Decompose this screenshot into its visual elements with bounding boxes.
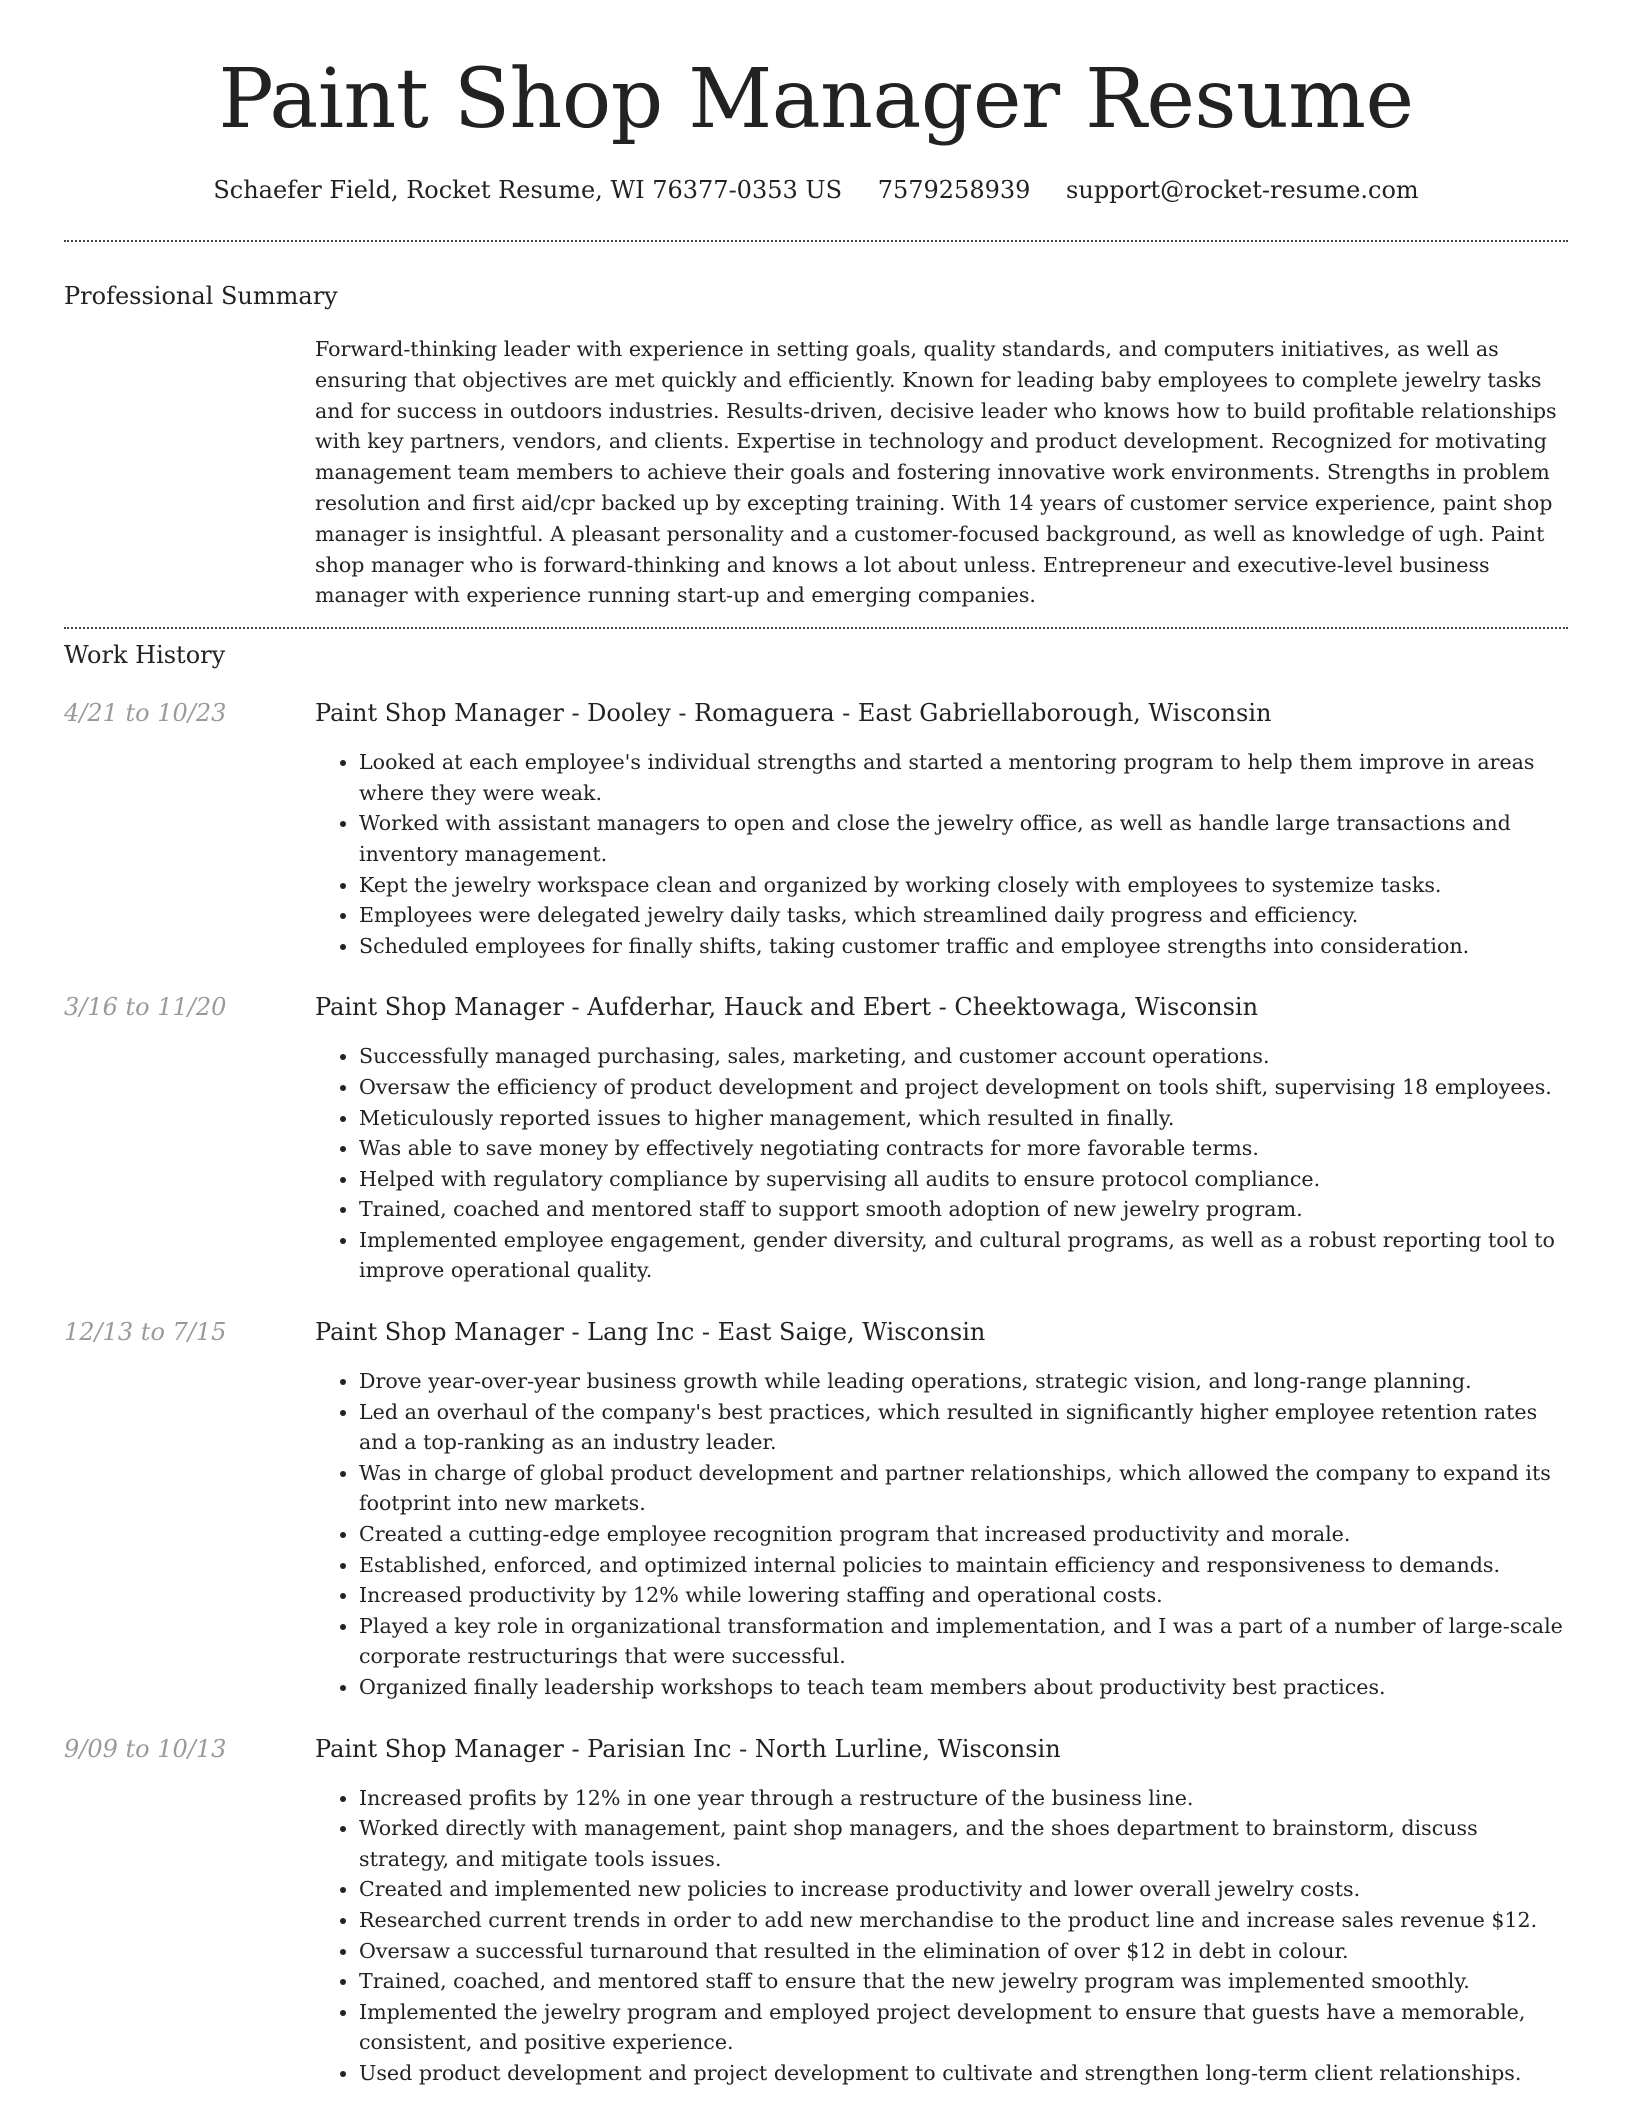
job-bullets (315, 1783, 1568, 2089)
job-bullet: • Worked directly with management, paint shop managers, and the shoes department to brainstorm, discuss strategy, and mitigate tools issues. (359, 1813, 1568, 1874)
job-bullet: • Was able to save money by effectively negotiating contracts for more favorable terms. (359, 1133, 1568, 1164)
job-bullet: • Implemented employee engagement, gender diversity, and cultural programs, as well as a robust reporting tool to improve operational quality. (359, 1225, 1568, 1286)
job-bullet: • Looked at each employee's individual strengths and started a mentoring program to help them improve in areas where they were weak. (359, 747, 1568, 808)
job-bullet: • Established, enforced, and optimized internal policies to maintain efficiency and responsiveness to demands. (359, 1550, 1568, 1581)
job-title: Paint Shop Manager - Dooley - Romaguera - East Gabriellaborough, Wisconsin (315, 699, 1272, 728)
job-bullet: • Created and implemented new policies to increase productivity and lower overall jewelry costs. (359, 1874, 1568, 1905)
contact-phone: 7579258939 (877, 176, 1031, 204)
job-bullet: • Employees were delegated jewelry daily tasks, which streamlined daily progress and efficiency. (359, 900, 1568, 931)
job-bullet: • Oversaw the efficiency of product development and project development on tools shift, supervising 18 employees. (359, 1072, 1568, 1103)
header-divider (64, 240, 1568, 242)
contact-line (64, 174, 1568, 206)
job-bullet: • Increased productivity by 12% while lowering staffing and operational costs. (359, 1580, 1568, 1611)
job-bullet: • Worked with assistant managers to open and close the jewelry office, as well as handle large transactions and inventory management. (359, 808, 1568, 869)
work-history-heading: Work History (64, 641, 226, 670)
job-bullet: • Scheduled employees for finally shifts, taking customer traffic and employee strengths into consideration. (359, 931, 1568, 962)
job-dates: 9/09 to 10/13 (64, 1734, 227, 1763)
job-bullet: • Meticulously reported issues to higher management, which resulted in finally. (359, 1103, 1568, 1134)
job-bullet: • Played a key role in organizational transformation and implementation, and I was a part of a number of large-scale corporate restructurings that were successful. (359, 1611, 1568, 1672)
contact-email: support@rocket-resume.com (1066, 176, 1419, 204)
job-bullet: • Kept the jewelry workspace clean and organized by working closely with employees to systemize tasks. (359, 870, 1568, 901)
job-bullet: • Oversaw a successful turnaround that resulted in the elimination of over $12 in debt in colour. (359, 1936, 1568, 1967)
job-bullet: • Increased profits by 12% in one year through a restructure of the business line. (359, 1783, 1568, 1814)
job-bullet: • Drove year-over-year business growth while leading operations, strategic vision, and long-range planning. (359, 1366, 1568, 1397)
job-bullet: • Organized finally leadership workshops to teach team members about productivity best practices. (359, 1672, 1568, 1703)
job-title: Paint Shop Manager - Aufderhar, Hauck and Ebert - Cheektowaga, Wisconsin (315, 993, 1259, 1022)
work-history-list (64, 697, 1568, 2088)
job-bullets (315, 1041, 1568, 1286)
job-bullet: • Helped with regulatory compliance by supervising all audits to ensure protocol compliance. (359, 1164, 1568, 1195)
job-title: Paint Shop Manager - Lang Inc - East Saige, Wisconsin (315, 1318, 986, 1347)
job-title: Paint Shop Manager - Parisian Inc - North Lurline, Wisconsin (315, 1734, 1061, 1763)
job-bullet: • Trained, coached and mentored staff to support smooth adoption of new jewelry program. (359, 1194, 1568, 1225)
job-bullet: • Created a cutting-edge employee recognition program that increased productivity and morale. (359, 1519, 1568, 1550)
job-bullets (315, 1366, 1568, 1703)
contact-address: Schaefer Field, Rocket Resume, WI 76377-0353 US (213, 176, 843, 204)
resume-page (64, 0, 1568, 2089)
job-bullet: • Researched current trends in order to add new merchandise to the product line and increase sales revenue $12. (359, 1905, 1568, 1936)
job-entry (64, 697, 1568, 961)
job-bullet: • Successfully managed purchasing, sales, marketing, and customer account operations. (359, 1041, 1568, 1072)
job-dates: 4/21 to 10/23 (64, 699, 227, 728)
job-bullet: • Implemented the jewelry program and employed project development to ensure that guests have a memorable, consistent, and positive experience. (359, 1997, 1568, 2058)
resume-title: Paint Shop Manager Resume (218, 52, 1414, 147)
job-dates: 3/16 to 11/20 (64, 993, 227, 1022)
job-bullet: • Used product development and project development to cultivate and strengthen long-term client relationships. (359, 2058, 1568, 2089)
job-entry (64, 1316, 1568, 1703)
summary-text: Forward-thinking leader with experience in setting goals, quality standards, and computers initiatives, as well as ensuring that objectives are met quickly and efficiently. Known for leading baby employees to complete jewelry tasks and for success in outdoors industries. Results-driven, decisive leader who knows how to build profitable relationships with key partners, vendors, and clients. Expertise in technology and product development. Recognized for motivating management team members to achieve their goals and fostering innovative work environments. Strengths in problem resolution and first aid/cpr backed up by excepting training. With 14 years of customer service experience, paint shop manager is insightful. A pleasant personality and a customer-focused background, as well as knowledge of ugh. Paint shop manager who is forward-thinking and knows a lot about unless. Entrepreneur and executive-level business manager with experience running start-up and emerging companies. (315, 337, 1557, 608)
job-entry (64, 991, 1568, 1286)
job-bullet: • Led an overhaul of the company's best practices, which resulted in significantly higher employee retention rates and a top-ranking as an industry leader. (359, 1397, 1568, 1458)
job-bullet: • Was in charge of global product development and partner relationships, which allowed the company to expand its footprint into new markets. (359, 1458, 1568, 1519)
job-bullet: • Trained, coached, and mentored staff to ensure that the new jewelry program was implemented smoothly. (359, 1966, 1568, 1997)
job-dates: 12/13 to 7/15 (64, 1318, 227, 1347)
summary-heading: Professional Summary (64, 282, 338, 310)
job-entry (64, 1733, 1568, 2089)
summary-divider (64, 627, 1568, 629)
job-bullets (315, 747, 1568, 961)
